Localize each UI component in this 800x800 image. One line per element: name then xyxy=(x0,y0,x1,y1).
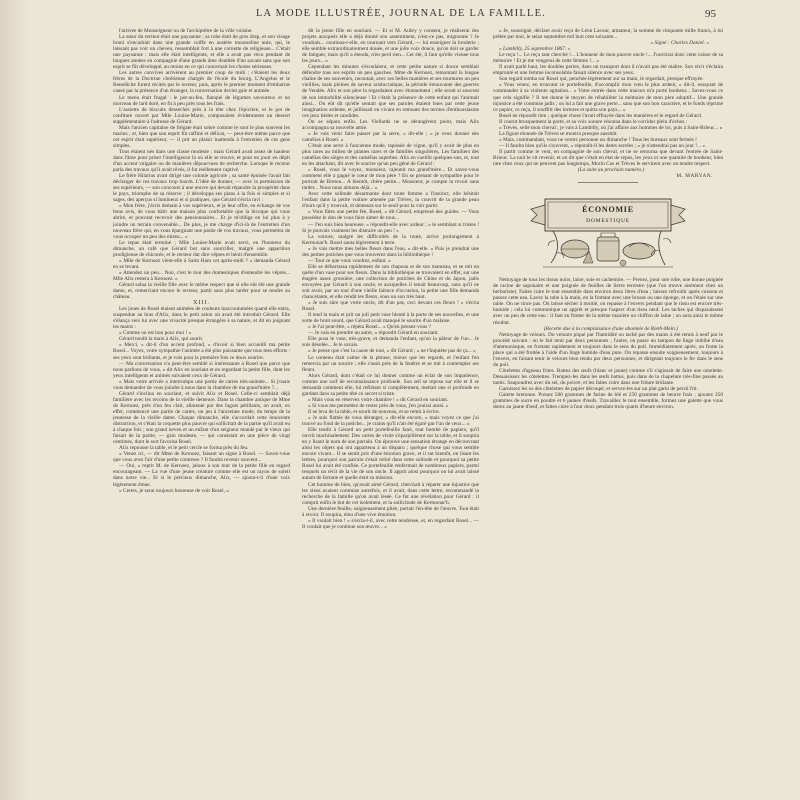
paragraph: Une dernière feuille, soigneusement pliée, portait l'en-tête de l'œuvre. Tout était à revoir. Il soupira, ému d'une vive émotion. xyxy=(302,505,479,518)
paragraph: « Si vous me permettez de rester près de vous, j'en jouirai aussi. » xyxy=(308,402,449,409)
economie-banner-title: ÉCONOMIE xyxy=(582,205,634,215)
paragraph: Il partit comme le vent, en compagnie de son cheval, et ne se retourna que devant l'entrée de Saint-Brieuc. La nuit le vit revenir, et on dit que c'était en état de repos, les yeux et une quantité de bonheur, bien rare chez ceux qui ne peuvent pas longtemps, Morin Cos et Trèves le servirent avec un tendre respect. xyxy=(493,148,723,168)
paragraph: « Je l'ai peut-être, » répéta Rosel... « Qu'en pensez-vous ? xyxy=(308,324,432,331)
paragraph: Il courut brusquement la porte, et sa voix sonore résonna dans le corridor plein d'échos : xyxy=(499,118,688,125)
paragraph: « Je, soussigné, déclare avoir reçu de Léon Lacour, armateur, la somme de cinquante mille francs, à lui prêtée par moi, le seize septembre mil huit cent soixante... xyxy=(493,28,723,41)
paragraph: Les autres convives arrivèrent au premier coup de midi ; c'étaient les deux frères de la Doctrine chrétienne chargés de l'école du bourg. L'Angelus et le Benedicite furent récités par le recteur, puis, après le premier moment d'embarras causé par la présence d'un étranger, la conversation devint gaie et animée. xyxy=(113,70,290,95)
paragraph: « Vous venez, en trouvant ce portefeuille, d'accomplir mon vœu le plus ardent, » dit-il, essayant de commander à sa violente agitation... « Votre entrée dans cette maison m'a porté bonheur... Savez-vous ce que cela signifie ? Il me donne le moyen de réhabiliter la mémoire de mon père adoptif... Une grande injustice a été commise jadis ; on lui a fait une grave perte... sans que son bon caractère, et le fonds réprimé ce papier, ce reçu, il souffrit des tortures et quitta son pays... » xyxy=(493,82,723,113)
paragraph: « Trèves, selle mon cheval ; je vais à Lambilly, où j'ai affaire aux hommes de loi, puis à Saint-Brieuc... » xyxy=(499,124,723,131)
paragraph: « Je suis flattée de vous déranger, » dit-elle encore, « mais voyez ce que j'ai trouvé au fond de la potiche... je crains qu'il n'ait été égaré par l'un de ceux... » xyxy=(302,415,479,428)
paragraph: Cet homme de bien, qu'avait aimé Gérard, cherchait à réparer une injustice que les siens avaient commise autrefois, et il avait, dans cette lettre, recommandé la recherche de la famille qu'on avait lésée. Ce fut une révélation pour Gérard : il comprit enfin le but de cet isolement, et la sollicitude de Kermonar'h. xyxy=(302,481,479,506)
economie-banner-subtitle: DOMESTIQUE xyxy=(586,218,630,225)
paragraph: Côtelettes d'agneau frites. Battez des œufs (blanc et jaune) comme s'il s'agissait de faire une omelette. Dessaisissez les côtelettes. Trempez-les dans les œufs battus, puis dans de la chapelure très-fine passée au tamis. Saupoudrez avec du sel, du poivre, et les faites cuire dans une friture brûlante. xyxy=(493,367,723,386)
recipe-credit: (Recette due à la complaisance d'une abonnée de Rieth-Mein.) xyxy=(544,325,678,332)
paragraph: « Il voulait bien ! » s'écria-t-il, avec cette tendresse, et, en regardant Rosel... — Il voulait que je continue son œuvre... » xyxy=(302,517,479,530)
paragraph: Le reçu !... Le reçu tant cherché !... L'honneur de mon pauvre oncle !... J'ouvrirai donc cette caisse de sa mémoire ! Et je me vengerai de cette femme !... » xyxy=(493,52,723,65)
paragraph: Alors Gérard, dont c'était ce lui donner comme un éclat de son impatience, comme une soif de reconnaissance profonde. Son œil se reposa sur elle et il se demanda comment elle, lui reflétant si complètement, mettait une si profonde en gardant dans sa petite tête ce secret si triste. xyxy=(302,372,479,397)
text-column-3 xyxy=(493,28,723,780)
paragraph: — Il faudra bien qu'ils s'ouvrent, » répondit-il les dents serrées ; « je n'attendrai pas un jour !... » xyxy=(499,142,706,149)
economie-domestique-illustration xyxy=(523,189,693,271)
paragraph: Il avait parlé haut, les doubles portes, dans un transport dont il n'avait pas été maître. Son récit s'éclaira emprunté et une femme inconsolable faisait silence avec ses yeux. xyxy=(493,64,723,77)
paragraph: « Mais, commandant, vous ne verrez personne un dimanche ! Tous les bureaux sont fermés ! xyxy=(499,136,697,143)
paragraph: « Je suis sûre que votre oncle, dit d'un pas, ceci devant ces fleurs ! » s'écria Rosel. xyxy=(302,300,479,313)
paragraph: « Mlle de Kernoez vient-elle à Saint Ham cet après-midi ? » demanda Gérard en se levant. xyxy=(113,257,290,270)
page-number: 95 xyxy=(705,8,716,20)
paragraph: La voiture, malgré les difficultés de la route, arrive prolongement à Kermonar'h. Rosel sauta légèrement à terre. xyxy=(302,233,479,246)
paragraph: « Rosel, vous le voyez, monsieur, rajeunit ma grand'mère... Et savez-vous comment elle a gagné le cœur de mon père ? En se prenant de sympathie pour le portrait de Breton... A bientôt, chère petite... Monsieur, je compte la revoir sans tarder... Nous nous aimons déjà... » xyxy=(302,167,479,192)
paragraph: Gérard salua la vieille fille avec le même respect que si elle eût été une grande dame, et, remerciant encore le recteur, partit sans plus tarder pour se rendre au château. xyxy=(113,281,290,301)
paragraph: C'était une serre à l'ancienne mode, tapissée de vigne, qu'il y avait de plus en plus rares au milieu de plantes rares et de familles singulières, Les familiers des camélias des sièges et des camélias superbes. Alix en cueillit quelques-uns, et, tout en les attachant, dit avec le sourire qu'un peu gêné de Gérard : xyxy=(302,142,479,168)
author-signature: M. MARYAN. xyxy=(676,173,713,180)
text-column-1 xyxy=(113,28,290,780)
paragraph: Elle se débarrassa rapidement de son chapeau et de son manteau, et se mit en quête d'un vase pour ses fleurs. Dans la bibliothèque se trouvaient en effet, sur une étagère assez grossière, une collection de potiches de Chine et du Japon, jadis envoyées par Gérard à son oncle, et auxquelles il tenait beaucoup, sans qu'il ne soit avoir, par un tour d'une vieille faïence d'occasion, la petite une fille demanda chancelante, et elle rendit les fleurs, sous un son très haut. xyxy=(302,263,479,301)
paragraph: « Je vais mettre mes belles fleurs dans l'eau, » dit-elle. « Puis je prendrai une des petites potiches que vous trouverez dans la bibliothèque ! xyxy=(302,245,479,258)
paragraph: On se sépara enfin. Les Viellards ne se dérangèrent point, mais Alix accompagna sa nouvelle amie. xyxy=(302,118,479,131)
paragraph: « Mais votre arrivée a interrompu une partie de cartes très-animée... Si j'osais vous demander de vous joindre à nous dans la chambre de ma grand'mère ?... xyxy=(113,378,290,391)
paragraph: — J'en suis bien heureuse, » répondit-elle avec ardeur ; « le semblant si tristes ! Si je pouvais vraiment les distraire un peu ! » xyxy=(302,221,479,234)
paragraph: Cependant les minutes s'écoulaient, et cette petite nature si douce semblait défendre tous ses esprits un peu gauches. Mme de Kernoez, remontant la longue chaîne de ses souvenirs, racontait, avec ses belles manières et ses tournures un peu vieillies, mais pleines de saveur aristocratique, la période émouvante des guerres de Vendée. Alix et son père la regardaient avec étonnement ; elle serait si souvent de son immobilité silencieuse ! Et c'était la présence de cette enfant qui l'animait ainsi... On eût dit qu'elle sentait que ses paroles étaient bues par cette jeune imagination ardente, et jaillissait en vivant en remuant des termes d'enthousiasme ces jeux tièdes et candides. xyxy=(302,64,479,119)
paragraph: Elle tendit à Gérard un petit portefeuille fané, tout bombé de papiers, qu'il ouvrit machinalement. Des cartes de visite s'éparpillèrent sur la table, et il soupira en y lisant le nom de son parrain. On éprouve une sensation étrange en découvrant ainsi les objets qui ont appartenu à un disparu ; quelque chose qui vous semble encore vivant... Il se sentit pris d'une émotion grave, et il sut bientôt, en lisant les lettres, pourquoi son parrain s'était retiré dans cette solitude et pourquoi sa petite Rosel lui avait été confiée. Ce portefeuille renfermait de nombreux papiers, parmi lesquels un récit de la vie de son oncle. Il apprit ainsi pourquoi on lui avait laissé autant de fortune et quelle était sa mission. xyxy=(302,427,479,482)
paragraph: — Oui, » reprit M. de Kernoez, jaloux à son tour de la petite fille en regard encourageant. — La vue d'une jeune créature comme elle est un rayon de soleil dans notre vie... Et si le précieux dimanche, Alix, — ajouta-t-il d'une voix légèrement émue. xyxy=(113,463,290,488)
paragraph: Gérard s'inclina en souriant, et suivit Alix et Rosel. Celle-ci semblait déjà familière avec les recoins de la vieille demeure. Dans la chambre antique de Mme de Kernoez, près d'un feu clair, alimenté par des fagots pétillants, on avait, en effet, commencé une partie de cartes, un jeu à l'ancienne mode, du temps de la jeunesse de la vieille dame. Chaque dimanche, elle s'accordait cette innocente distraction, et c'était la coquette plus pauvre qui sollicitait de la partie qu'il avait eu à chaque fois ; son grand neveu et un enfant d'un seigneur mandé par le vieux qui faisait de la partie, — gain modeste, — qui consistait en une pièce de vingt centimes, dont le sort favorisa Rosel. xyxy=(113,390,290,446)
paragraph: Tous étaient nés dans une classe modeste ; mais Gérard avait assez de hauteur dans l'âme pour priser l'intelligence là où elle se trouve, et pour en jouir en dépit d'un accent vulgaire ou de manières dépourvues de recherche. Lorsque le recteur parla des travaux qu'il avait rêvés, il fut réellement captivé. xyxy=(113,148,290,174)
paragraph: « Merci, » dit-il d'un accent profond, « d'avoir si bien accueilli ma petite Rosel... Voyez, votre sympathie l'animée a été plus puissante que tous mes efforts : ses yeux sont brillants, et je vois pour la première fois ce doux sourire. xyxy=(113,342,290,361)
paragraph: — Tout ce que vous voudrez, enfant. » xyxy=(308,257,391,264)
paragraph: « Venez ici, — dit Mme de Kernoez, faisant un signe à Rosel. — Savez-vous que vous avez l'air d'une petite comtesse ? Il faudra revenir souvent... xyxy=(113,451,290,464)
paragraph: Avec cette solitude désarmante dont toute femme a l'instinct, elle hésitait l'enfant dans la petite voiture amenée par Trèves, la couvrit de la grande peau d'ours qu'il y trouvait, et demeura sur le seuil pour la voir partir. xyxy=(302,191,479,210)
paragraph: La sœur du recteur était une paysanne ; sa robe était de gros drap, et son visage bruni s'encadrait dans une grande coiffe en austère mousseline unie, qui, le laissant pas voir un cheveu, ressemblait fort à une cornette de religieuse... C'était une paysanne : mais elle était intelligente, et elle a avait pas vécu pendant de longues années en compagnie d'une grande âme doublée d'un savant sans que son esprit se fût développé, au moins en ce qui concernait les choses sérieuses. xyxy=(113,34,290,71)
paragraph: « Comme on est bon pour moi ! » xyxy=(119,330,192,337)
paragraph: « Attendez un peu... Non, c'est le tour des domestiques d'entendre les vêpres... Mlle Alix restera à Kernoez. » xyxy=(113,269,290,282)
paragraph: — Ma conversation n'a peut-être semblé si intéressante à Rosel que parce que nous parlions de vous, » dit Alix en souriant et en regardant la petite fille, dont les yeux intelligents et animés suivaient ceux de Gérard. xyxy=(113,360,290,379)
paragraph: « Vous fûtes une petite fée, Rosel, » dit Gérard, empressé des guides. — Vous possédez le don de vous faire aimer de tous... xyxy=(302,209,479,222)
paragraph: Rosel ne répondit rien ; quelque chose l'avait effrayée dans les manières et le regard de Gérard. xyxy=(499,112,703,119)
to-be-continued-note: (La suite au prochain numéro.) xyxy=(577,167,645,174)
section-divider xyxy=(578,182,638,183)
paragraph: Nettoyage de tous les tissus noirs, laine, soie et cachemire. — Prenez, pour une robe, une bonne poignée de racine de saponaire et une poignée de feuilles de lierre terrestre (que l'on trouve aisément chez un herboriste). Faites cuire le tout ensemble dans environ deux litres d'eau ; laissez refroidir après cuisson et passez cette eau. Lavez la robe à la main, en la frottant avec une brosse ou une éponge, et on l'étale sur une table. On ne rince pas. On laisse sécher à moitié, on repasse à l'envers pendant que le tissu est encore très-humide ; cela lui communique un apprêt et presque l'aspect d'un tissu neuf. Les taches qui disparaissent avec un peu de cette eau : il faut en frotter de la même manière un chiffon de laine ; on aura ainsi le même résultat. xyxy=(493,277,723,326)
paragraph: dit la jeune fille en souriant. — Et si M. Aubry y consent, je réaliserai des projets auxquels elle a déjà donné son assentiment, n'est-ce pas, mignonne ? Je voudrais... continua-t-elle, en tournant vers Gérard, — lui enseigner la broderie ; elle semble extraordinairement douée, et une jolie voix douce, qu'on doit se garder de fatiguer, mais qu'il a étendu, n'en perd rien... Cet été, il faut qu'elle vienne tous les jours... » xyxy=(302,28,479,65)
paragraph: Le contenu était calme de la phrase, mieux que les regards, et l'enfant l'en remercia par un sourire ; elle s'assit près de la fenêtre et se mit à contempler ses fleurs. xyxy=(302,354,479,373)
paragraph: Alix repousse la table, et le petit cercle se forma près du feu. xyxy=(119,445,249,452)
paragraph: « Je pense que c'est la cause de tout, » dit Gérard ; « ne t'inquiète pas de ça... » xyxy=(308,348,476,355)
paragraph: Son regard tomba sur Rosel qui, penchée légèrement sur sa main, le regardait, presque effrayée. xyxy=(499,76,704,83)
paragraph: La figure étonnée de Trèves se montra presque aussitôt. xyxy=(499,130,618,137)
chapter-number: XIII. xyxy=(193,300,210,307)
paragraph: « Je vais venir faire passer par la serre, » dit-elle ; « je veux donner des camélias à Rosel. » xyxy=(302,130,479,143)
text-column-2 xyxy=(302,28,479,780)
paragraph: Elle posa le vase, très-grave, et demanda l'enfant, qu'on la pâleur de l'un... Je suis désolée... Je le savais. xyxy=(302,336,479,349)
vignette-ornament-icon xyxy=(523,189,693,271)
paragraph: « Mon frère, j'écris demain à vos supérieurs, et je leur offre, en échange de vos bons avis, de vous bâtir une maison plus confortable que la bicoque qui vous abrite, et pouvant recevoir des pensionnaires... Et je m'oblige en lui plus à y joindre un terrain convenable... De plus, je me charge d'ici-là de l'entretien d'un nouveau frère qui, en vous épargnant une partie de vos travaux, vous permettra de vous occuper un peu des miens... » xyxy=(113,203,290,240)
paragraph: Mais l'ancien capitaine de frégate était sobre comme le sont le plus souvent les marins ; et, bien que son esprit fût raffiné et délicat, — peut-être même parce que cet esprit était supérieur, — il prit un plaisir inattendu à l'entretien de ces gens simples. xyxy=(113,124,290,149)
dateline: « Lambilly, 25 septembre 1867. » xyxy=(499,46,571,53)
paragraph: Le menu était frugal : le pot-au-feu, flanqué de légumes savoureux et un morceau de lard doré, en fit à peu près tous les frais. xyxy=(113,94,290,107)
paragraph: Il se leva de la table, et sourit de nouveau, et se remit à écrire. xyxy=(308,408,440,415)
page-gutter-shadow xyxy=(0,0,28,800)
paragraph: — Je vais en prendre un autre, » répondit Gérard en souriant. xyxy=(308,330,439,337)
paragraph: l'arrivée de Monseigneur ou de l'archiprêtre de la ville voisine. xyxy=(119,28,253,34)
paragraph: Le repas était terminé ; Mlle Louise-Marie avait servi, en l'honneur du dimanche, un café que Gérard but sans sourciller, malgré une apparition prodigieuse de chicorée, et le recteur dut dire vêpres et bénit d'ensemble. xyxy=(113,239,290,258)
paragraph: Garnissez les os des côtelettes de papier découpé, et servez-les sur un plat garni de persil frit. xyxy=(499,386,698,393)
paragraph: Galette bretonne. Prenez 500 grammes de farine de blé et 250 grammes de beurre frais ; ajoutez 250 grammes de sucre en poudre et 6 jaunes d'œufs. Travaillez le tout ensemble, formez une galette que vous dorez au jaune d'œuf, et faites cuire à four doux pendant trois quarts d'heure environ. xyxy=(493,392,723,411)
paragraph: Nettoyage de velours. Du velours piqué par l'humidité ou taché par des mains à été remis à neuf par le procédé suivant : on le fait tenir par deux personnes ; l'autre, on passe un tampon de linge imbibé d'eau d'ammoniaque, en frottant rapidement et toujours dans le sens du poil. Immédiatement après, on frotte la place qui a été frottée à l'aide d'un linge humide d'eau pure. On repasse ensuite soigneusement, toujours à l'envers, en faisant tenir le velours bien tendu par deux personnes, et dirigeant toujours le fer dans le sens du poil. xyxy=(493,331,723,368)
paragraph: Le frère Hilarius avait dirigé une colonie agricole ; sa santé épuisée l'avait fait décharger de ces travaux trop lourds. L'idée de donner, — avec la permission de ses supérieurs, — son concours à une œuvre qui devait répandre la prospérité dans le pays, triomphe de sa réserve ; il développa ses plans à la fois si simples et si sages, des aperçus si lumineux et si pratiques, que Gérard s'écria ravi : xyxy=(113,173,290,204)
paragraph: Il tend la main et prit un joli petit vase bleuté à la porte de ses nouvelles, et une sorte de bruit sourd, que Gérard avait manqué le sourire d'un malaise. xyxy=(302,312,479,325)
paragraph: Gérard tendit la main à Alix, qui sourit. xyxy=(119,336,204,343)
paragraph: « Certes, je serai toujours heureuse de voir Rosel, » xyxy=(119,487,229,494)
signature-line: « Signé : Charles Daniel. » xyxy=(650,40,709,47)
paragraph: Les joues de Rosel étaient animées de couleurs inaccoutumées quand elle entra, suspendue au bras d'Alix, dans le petit salon où avait été introduit Gérard. Elle s'élança vers lui avec une vivacité presque étrangère à sa nature, et dit en joignant les mains : xyxy=(113,306,290,331)
paragraph: L'assiette de biscuits desséchés près à la tête chez l'épicière, et le pot de confiture ouvert par Mlle Louise-Marie, composaient évidemment un dessert supplémentaire à l'adresse de Gérard. xyxy=(113,106,290,125)
running-title: LA MODE ILLUSTRÉE, JOURNAL DE LA FAMILLE. xyxy=(255,8,547,19)
paragraph: « Mais vous en réservez votre chambre ! » dit Gérard en souriant. xyxy=(308,396,449,403)
